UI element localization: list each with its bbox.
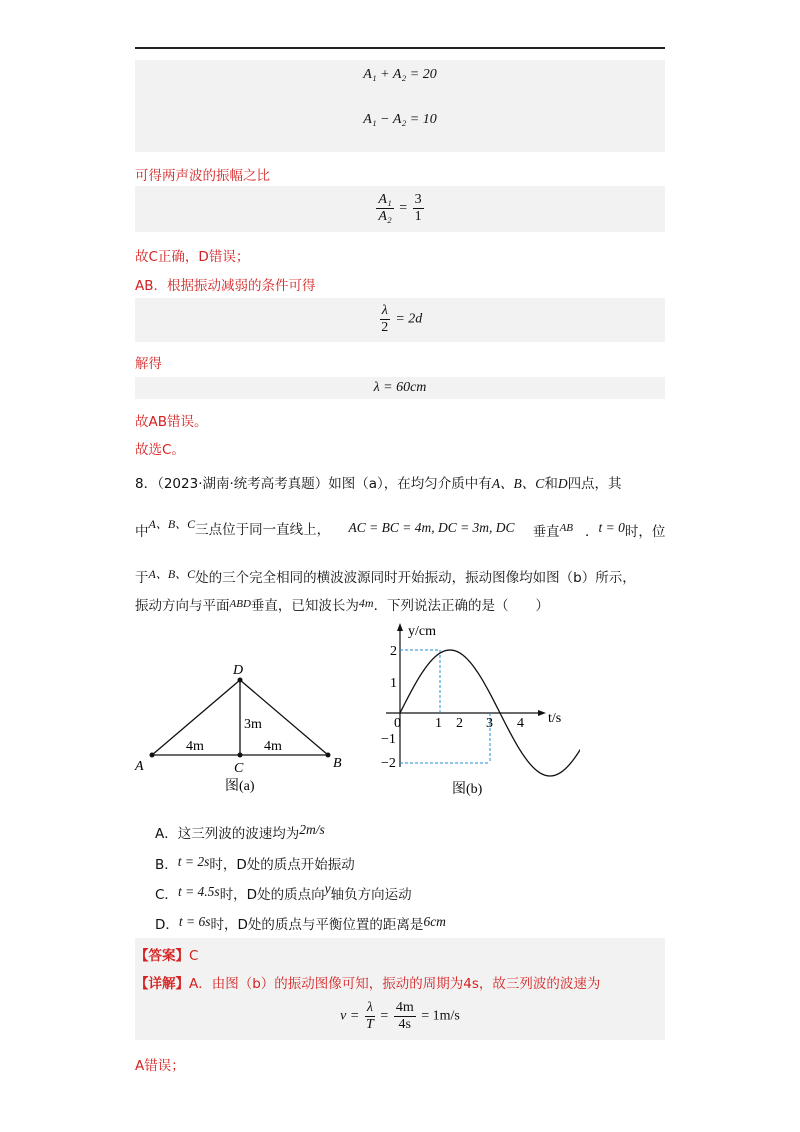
t-axis-arrow [538,710,546,716]
y-tick-neg1: −1 [381,732,396,747]
option-c-label: C． [155,887,178,903]
text-ratio: 可得两声波的振幅之比 [135,168,270,184]
half-rhs: = 2d [395,311,423,327]
figure-b [370,617,580,799]
question-8-line4 [135,594,549,614]
q8-four-points: 四点，其 [567,476,622,492]
question-8-line1 [135,472,622,492]
equation-box-1 [135,60,665,152]
option-b-time: t = 2s [177,854,210,869]
y-tick-2: 2 [390,644,397,659]
equation-diff: A₁ − A₂ = 10 [363,112,437,127]
ratio-eq-sign: = [399,200,408,216]
label-c: C [234,761,244,776]
half-top: λ [381,303,388,318]
option-a [155,822,325,842]
q8-ab: AB [559,522,574,534]
point-d [238,678,243,683]
q8-abc-2: A、B、C [148,567,196,581]
y-axis-label: y/cm [408,624,436,639]
label-b: B [333,756,342,771]
option-c-text2: 轴负方向运动 [330,887,412,903]
detail-line [135,972,600,992]
q8-points: A、B、C [491,476,545,491]
option-c-text1: 时，D处的质点向 [219,887,325,903]
equation-box-lambda [135,377,665,399]
option-c-y: y [324,881,331,896]
q8-shi-wei: 时，位 [624,524,666,540]
answer-label: 【答案】 [135,948,189,964]
ratio-bottom: A₂ [378,209,392,224]
half-bottom: 2 [381,320,389,335]
v-frac2-top: 4m [395,1000,414,1015]
v-frac1-top: λ [366,1000,373,1015]
option-a-value: 2m/s [299,822,325,837]
option-c [155,883,412,903]
label-cb-length: 4m [264,739,282,754]
label-ac-length: 4m [186,739,204,754]
equation-sum: A₁ + A₂ = 20 [363,67,437,82]
label-dc-length: 3m [244,717,262,732]
option-b-text: 时，D处的质点开始振动 [209,857,355,873]
option-b-label: B． [155,857,178,873]
t-tick-1: 1 [435,716,442,731]
t-tick-3: 3 [486,716,493,731]
option-d-label: D． [155,917,179,933]
answer-box [135,938,665,1040]
text-ab-condition: AB．根据振动减弱的条件可得 [135,278,316,294]
ratio-equation [135,192,665,225]
point-c [238,753,243,758]
half-equation [135,303,665,336]
question-8-line2: 中A、B、C三点位于同一直线上， AC = BC = 4m, DC = 3m, DC 垂直$^{AB}$ ．t = 0时，位 [135,517,666,540]
q8-wavelength: 垂直，已知波长为 [250,598,359,614]
q8-prefix: 8．（2023·湖南·统考高考真题）如图（a），在均匀介质中有 [135,476,492,492]
equation-box-half [135,298,665,342]
label-a: A [135,759,144,774]
t-tick-0: 0 [394,716,401,731]
equation-box-ratio [135,186,665,232]
y-tick-neg2: −2 [381,756,396,771]
y-axis-arrow [397,623,403,631]
q8-yu: 于 [135,570,149,586]
velocity-equation [135,1000,665,1033]
top-rule [135,47,665,49]
figure-a [130,660,360,805]
caption-a: 图(a) [225,779,255,794]
label-d: D [233,663,244,678]
answer-value: C [189,948,199,964]
v-lhs: v = [340,1008,360,1024]
ratio-top: A₁ [378,192,392,207]
y-tick-1: 1 [390,676,397,691]
q8-sources: 处的三个完全相同的横波波源同时开始振动，振动图像均如图（b）所示， [195,570,636,586]
q8-abd: ABD [229,598,251,610]
t-axis-label: t/s [548,711,562,726]
detail-text: A．由图（b）的振动图像可知，振动的周期为4s，故三列波的波速为 [189,976,601,992]
detail-label: 【详解】 [135,976,189,992]
ratio-bottom-value: 1 [414,209,422,224]
text-a-wrong: A错误； [135,1058,185,1074]
q8-zhong: 中 [135,524,149,540]
text-ab-wrong: 故AB错误。 [135,414,208,430]
option-d-value: 6cm [423,914,446,929]
option-b [155,853,355,873]
option-c-time: t = 4.5s [177,884,220,899]
caption-b: 图(b) [452,782,483,797]
t-tick-2: 2 [456,716,463,731]
q8-condition: AC = BC = 4m, DC = 3m, DC [348,520,515,535]
text-c-correct: 故C正确，D错误； [135,249,250,265]
q8-wavelength-value: 4m [358,596,374,610]
q8-and: 和 [544,476,558,492]
text-solve: 解得 [135,356,162,372]
lambda-equation: λ = 60cm [373,380,427,395]
q8-direction: 振动方向与平面 [135,598,230,614]
text-choose: 故选C。 [135,442,185,458]
option-d [155,913,446,933]
option-a-label: A．这三列波的波速均为 [155,826,300,842]
t-tick-4: 4 [517,716,524,731]
point-a [150,753,155,758]
ratio-top-value: 3 [414,192,422,207]
point-b [326,753,331,758]
answer-line [135,944,198,964]
option-d-time: t = 6s [178,914,211,929]
q8-point-d: D [557,476,568,491]
v-rhs: = 1m/s [421,1008,460,1024]
q8-t0: t = 0 [598,520,625,535]
q8-ask: ．下列说法正确的是（ ） [373,598,550,614]
q8-collinear: 三点位于同一直线上， [195,522,331,538]
option-d-text: 时，D处的质点与平衡位置的距离是 [210,917,424,933]
q8-abc: A、B、C [148,517,196,531]
question-8-line3 [135,566,636,586]
v-eq-sign: = [380,1008,389,1024]
v-frac2-bottom: 4s [398,1017,411,1032]
q8-perp: 垂直 [532,524,560,540]
v-frac1-bottom: T [365,1017,374,1032]
